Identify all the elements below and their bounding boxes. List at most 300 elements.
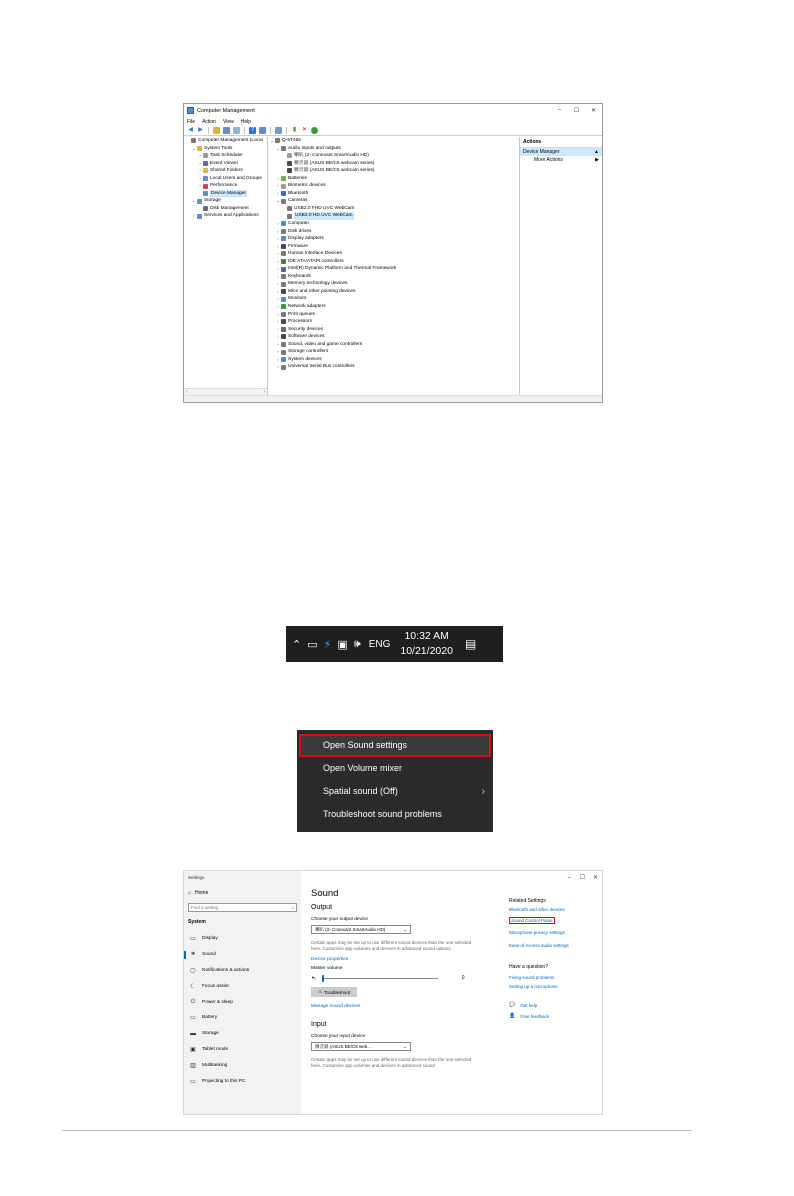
console-tree-label: Disk Management [210, 205, 249, 211]
chevron-down-icon: ⌄ [403, 926, 407, 932]
clock-date: 10/21/2020 [400, 645, 453, 657]
device-tree-item[interactable] [268, 258, 519, 266]
device-properties-link[interactable]: Device properties [311, 957, 349, 962]
collapsed-chevron-icon[interactable]: › [277, 258, 279, 264]
device-tree-label: Batteries [288, 175, 307, 181]
nav-item-label: Focus assist [202, 983, 229, 989]
device-category-icon [281, 289, 286, 294]
device-tree-item[interactable] [268, 280, 519, 288]
device-category-icon [281, 327, 286, 332]
console-tree-label: Local Users and Groups [210, 175, 262, 181]
device-tree-item[interactable] [268, 182, 519, 190]
nav-item-icon: ▭ [190, 1015, 196, 1022]
troubleshoot-button[interactable] [311, 987, 357, 997]
menu-spatial-sound[interactable] [297, 780, 493, 803]
volume-icon[interactable]: 🕪 [353, 637, 361, 650]
device-tree-label: Bluetooth [288, 190, 309, 196]
folder-icon[interactable] [213, 127, 220, 134]
battery-icon[interactable]: ▭ [307, 638, 318, 651]
expanded-chevron-icon[interactable]: ⌄ [276, 198, 280, 204]
device-category-icon [281, 199, 286, 204]
device-tree-item[interactable] [268, 295, 519, 303]
more-actions-label: More Actions [534, 157, 563, 163]
get-help-link[interactable] [509, 1002, 603, 1008]
clock-time: 10:32 AM [404, 630, 449, 642]
expanded-chevron-icon[interactable]: ⌄ [270, 138, 274, 143]
sidebar-item-power-sleep[interactable] [184, 994, 301, 1010]
settings-titlebar-right [301, 871, 602, 884]
device-tree-item[interactable] [268, 273, 519, 281]
nav-item-icon: ⏻ [190, 998, 196, 1005]
search-icon: ⌕ [291, 905, 294, 910]
chevron-right-icon: › [481, 786, 485, 797]
menu-file[interactable]: File [187, 118, 196, 125]
device-category-icon [287, 161, 292, 166]
close-button[interactable]: ✕ [592, 875, 599, 881]
input-device-label: Choose your input device [311, 1034, 366, 1039]
nav-item-icon: ▬ [190, 1030, 196, 1037]
device-category-icon [281, 282, 286, 287]
console-tree-label: Event Viewer [210, 160, 239, 166]
home-label: Home [195, 890, 209, 896]
uninstall-x-icon[interactable]: ✕ [301, 127, 308, 133]
menu-open-volume-mixer-label: Open Volume mixer [323, 763, 403, 773]
find-setting-search-input[interactable] [188, 903, 297, 912]
device-tree-label: IDE ATA/ATAPI controllers [288, 258, 344, 264]
properties-icon[interactable] [233, 127, 240, 134]
volume-track[interactable] [322, 978, 438, 979]
device-category-icon [281, 274, 286, 279]
output-note: Certain apps may be set up to use different sound devices than the one selected here. Customize app volumes and devices in advanced sound options. [311, 940, 472, 951]
get-help-label: Get help [520, 1002, 538, 1008]
nav-item-label: Projecting to this PC [202, 1078, 246, 1084]
device-category-icon [287, 168, 292, 173]
menu-troubleshoot-sound-label: Troubleshoot sound problems [323, 809, 442, 819]
device-tree-label: Intel(R) Dynamic Platform and Thermal Framework [288, 266, 397, 272]
collapsed-chevron-icon[interactable]: › [199, 183, 201, 189]
console-tree-label: Shared Folders [210, 168, 243, 174]
device-tree-item[interactable] [268, 235, 519, 243]
device-category-icon [281, 191, 286, 196]
horizontal-scrollbar[interactable] [184, 388, 267, 395]
console-tree-label: Storage [204, 198, 221, 204]
device-category-icon [203, 153, 208, 158]
device-category-icon [287, 214, 292, 219]
console-tree-item[interactable] [184, 175, 267, 183]
status-bar [184, 395, 602, 402]
expanded-chevron-icon[interactable]: ⌄ [192, 198, 196, 204]
toolbar-separator [208, 127, 209, 134]
settings-titlebar [184, 871, 301, 884]
sidebar-item-sound[interactable] [184, 947, 301, 963]
scan-hardware-icon[interactable] [259, 127, 266, 134]
app-tray-icon[interactable]: ⚡ [323, 638, 332, 651]
device-category-icon [287, 153, 292, 158]
page-footer-rule [62, 1130, 692, 1131]
output-heading: Output [311, 904, 333, 911]
chat-icon: 💬 [509, 1002, 516, 1008]
device-tree-label: Biometric devices [288, 183, 326, 189]
input-heading: Input [311, 1021, 327, 1028]
action-center-icon[interactable]: ▤ [464, 637, 477, 651]
collapsed-chevron-icon[interactable]: › [277, 326, 279, 332]
console-tree-label: Device Manager [211, 190, 246, 196]
close-button[interactable]: ✕ [590, 108, 597, 114]
device-tree-label: Human Interface Devices [288, 251, 342, 257]
menu-help[interactable]: Help [240, 118, 252, 125]
sidebar-item-projecting-to-this-pc[interactable] [184, 1073, 301, 1089]
device-tree-item[interactable] [268, 341, 519, 349]
console-tree [184, 137, 267, 220]
sound-control-panel-link[interactable]: Sound Control Panel [511, 918, 553, 923]
nav-item-icon: ▣ [190, 1046, 196, 1053]
device-tree-item[interactable] [268, 326, 519, 334]
device-tree-label: Security devices [288, 326, 323, 332]
enable-device-icon[interactable] [311, 127, 318, 134]
page-title: Sound [311, 888, 339, 899]
more-actions-item[interactable] [520, 156, 602, 164]
settings-window [183, 870, 603, 1115]
device-category-icon [281, 342, 286, 347]
microphone-privacy-link[interactable]: Microphone privacy settings [509, 930, 565, 935]
device-tree-item[interactable] [268, 145, 519, 153]
toolbar-separator [286, 127, 287, 134]
device-tree-label: Audio inputs and outputs [288, 145, 341, 151]
nav-item-label: Sound [202, 952, 216, 958]
collapsed-chevron-icon[interactable]: › [277, 266, 279, 272]
collapsed-chevron-icon[interactable]: › [277, 273, 279, 279]
device-category-icon [281, 244, 286, 249]
device-tree-item[interactable] [268, 197, 519, 205]
device-tree-item[interactable] [268, 311, 519, 319]
sidebar-item-storage[interactable] [184, 1026, 301, 1042]
collapsed-chevron-icon[interactable]: › [277, 311, 279, 317]
device-tree-item[interactable] [268, 363, 519, 371]
scroll-right-icon[interactable]: › [263, 389, 265, 395]
device-category-icon [281, 184, 286, 189]
device-category-icon [281, 267, 286, 272]
input-note: Certain apps may be set up to use different sound devices than the one selected here. Customize app volumes and devices in advanced sound [311, 1057, 472, 1068]
device-tree-label: 喇叭 (2- Conexant SmartAudio HD) [294, 153, 369, 159]
device-category-icon [203, 191, 208, 196]
console-tree-label: Performance [210, 183, 238, 189]
device-tree-item[interactable] [268, 175, 519, 183]
cm-window-title: Computer Management [197, 107, 255, 114]
nav-item-label: Storage [202, 1031, 219, 1037]
device-category-icon [197, 199, 202, 204]
maximize-button[interactable]: ☐ [579, 875, 586, 881]
device-tree-label: Display adapters [288, 236, 324, 242]
nav-item-label: Display [202, 936, 218, 942]
scroll-left-icon[interactable]: ‹ [186, 389, 188, 395]
console-tree-item[interactable] [184, 205, 267, 213]
device-category-icon [281, 312, 286, 317]
warning-icon: ⚠ [317, 989, 322, 994]
input-device-dropdown[interactable] [311, 1042, 411, 1051]
nav-item-label: Tablet mode [202, 1046, 229, 1052]
device-category-icon [281, 221, 286, 226]
device-tree [268, 137, 519, 371]
device-category-icon [203, 176, 208, 181]
volume-thumb[interactable] [322, 975, 324, 982]
nav-item-label: Power & sleep [202, 999, 233, 1005]
device-tree-item[interactable] [268, 220, 519, 228]
cm-toolbar [184, 126, 602, 136]
collapsed-chevron-icon[interactable]: › [277, 349, 279, 355]
cm-body [184, 137, 602, 395]
device-category-icon [275, 138, 280, 143]
device-tree-item[interactable] [268, 212, 519, 220]
collapsed-chevron-icon[interactable]: › [277, 221, 279, 227]
device-category-icon [281, 297, 286, 302]
nav-item-icon: ▭ [190, 1078, 196, 1085]
language-indicator[interactable]: ENG [368, 638, 391, 650]
device-tree-label: Mice and other pointing devices [288, 288, 356, 294]
setting-up-microphone-link[interactable]: Setting up a microphone [509, 984, 558, 989]
collapsed-chevron-icon[interactable]: › [277, 319, 279, 325]
sidebar-item-multitasking[interactable] [184, 1057, 301, 1073]
device-tree-label: Processors [288, 319, 312, 325]
device-category-icon [281, 251, 286, 256]
console-tree-label: Task Scheduler [210, 153, 243, 159]
device-tree-item[interactable] [268, 288, 519, 296]
console-tree-item[interactable] [184, 137, 267, 145]
device-tree-item[interactable] [268, 152, 519, 160]
console-tree-item[interactable] [184, 152, 267, 160]
expanded-chevron-icon[interactable]: ⌄ [192, 145, 196, 151]
console-tree-item[interactable] [184, 212, 267, 220]
minimize-button[interactable]: – [567, 874, 572, 881]
device-category-icon [281, 304, 286, 309]
device-tree-item[interactable] [268, 265, 519, 273]
collapsed-chevron-icon[interactable]: › [277, 228, 279, 234]
collapsed-chevron-icon[interactable]: › [199, 153, 201, 159]
collapsed-chevron-icon[interactable]: › [277, 288, 279, 294]
bluetooth-devices-link[interactable]: Bluetooth and other devices [509, 907, 565, 912]
device-category-icon [287, 206, 292, 211]
speaker-muted-icon[interactable]: 🕨ₓ [311, 975, 316, 981]
device-tree-item[interactable] [268, 250, 519, 258]
expanded-chevron-icon[interactable]: ⌄ [276, 145, 280, 151]
actions-device-manager-label: Device Manager [523, 149, 560, 155]
device-category-icon [281, 365, 286, 370]
console-tree-icon[interactable] [223, 127, 230, 134]
forward-arrow-icon[interactable]: ▶ [198, 127, 203, 133]
menu-action[interactable]: Action [202, 118, 216, 125]
console-tree-item[interactable] [184, 167, 267, 175]
console-tree-pane [184, 137, 268, 395]
console-tree-label: System Tools [204, 145, 233, 151]
nav-item-label: Multitasking [202, 1062, 228, 1068]
collapsed-chevron-icon[interactable]: › [277, 175, 279, 181]
collapsed-chevron-icon[interactable]: › [277, 356, 279, 362]
computer-management-icon [187, 107, 194, 114]
device-tree-label: System devices [288, 356, 322, 362]
device-tree-label: Sound, video and game controllers [288, 341, 363, 347]
nav-item-icon: ☾ [190, 983, 196, 990]
device-tree-label: USB2.0 HD UVC WebCam [295, 213, 353, 219]
actions-pane [520, 137, 602, 395]
device-tree-item[interactable] [268, 243, 519, 251]
console-tree-item[interactable] [184, 197, 267, 205]
output-device-value: 喇叭 (2- Conexant SmartAudio HD) [315, 926, 386, 932]
network-icon[interactable]: ▣ [337, 638, 348, 651]
device-category-icon [281, 146, 286, 151]
system-clock[interactable] [400, 629, 453, 659]
collapsed-chevron-icon[interactable]: › [277, 364, 279, 370]
device-category-icon [281, 357, 286, 362]
vertical-scrollbar[interactable] [602, 893, 603, 1033]
give-feedback-label: Give feedback [520, 1013, 550, 1019]
collapsed-chevron-icon[interactable]: › [199, 168, 201, 174]
sound-context-menu [297, 730, 493, 832]
device-tree-label: Cameras [288, 198, 308, 204]
collapsed-chevron-icon[interactable]: › [193, 213, 195, 219]
computer-management-window [183, 103, 603, 403]
help-icon[interactable]: ? [250, 127, 255, 133]
sidebar-item-notifications-actions[interactable] [184, 963, 301, 979]
minimize-button[interactable]: – [557, 107, 562, 113]
device-tree-item[interactable] [268, 167, 519, 175]
device-category-icon [281, 259, 286, 264]
sidebar-home[interactable] [184, 888, 301, 898]
nav-item-icon: ▥ [190, 1062, 196, 1069]
device-tree-label: USB2.0 FHD UVC WebCam [294, 205, 355, 211]
device-category-icon [281, 350, 286, 355]
device-tree-label: 擴音器 (ASUS BE/C6 webcam series) [294, 168, 375, 174]
device-tree-label: Firmware [288, 243, 308, 249]
device-tree-label: Network adapters [288, 304, 326, 310]
input-device-value: 擴音器 (ASUS BE/C6 web... [315, 1043, 372, 1049]
device-tree-label: Computer [288, 221, 310, 227]
search-placeholder: Find a setting [191, 905, 219, 910]
master-volume-slider[interactable] [311, 975, 491, 981]
device-tree-item[interactable] [268, 228, 519, 236]
device-category-icon [197, 214, 202, 219]
settings-window-title: Settings [188, 875, 205, 880]
collapsed-chevron-icon[interactable]: › [199, 175, 201, 181]
device-tree-item[interactable] [268, 333, 519, 341]
collapsed-chevron-icon[interactable]: › [277, 334, 279, 340]
taskbar-tray [286, 626, 503, 662]
device-tree-item[interactable] [268, 356, 519, 364]
device-category-icon [281, 176, 286, 181]
sound-settings-main [311, 884, 491, 1114]
update-driver-icon[interactable]: ▮ [292, 127, 297, 133]
device-tree-item[interactable] [268, 190, 519, 198]
device-tree-label: Disk drives [288, 228, 312, 234]
monitor-icon[interactable] [275, 127, 282, 134]
fixing-sound-link[interactable]: Fixing sound problems [509, 975, 555, 980]
actions-device-manager[interactable] [520, 148, 602, 156]
cm-titlebar [184, 104, 602, 117]
chevron-down-icon: ⌄ [403, 1043, 407, 1049]
cm-menubar [184, 117, 602, 126]
menu-troubleshoot-sound[interactable] [297, 803, 493, 826]
device-category-icon [281, 319, 286, 324]
feedback-icon: 👤 [509, 1013, 516, 1019]
collapsed-chevron-icon[interactable]: › [277, 183, 279, 189]
nav-item-label: Battery [202, 1015, 218, 1021]
show-hidden-icons-chevron-icon[interactable]: ⌃ [292, 638, 302, 651]
sidebar-item-battery[interactable] [184, 1010, 301, 1026]
give-feedback-link[interactable] [509, 1013, 603, 1019]
device-category-icon [203, 184, 208, 189]
output-device-label: Choose your output device [311, 917, 369, 922]
console-tree-label: Computer Management (Local [198, 138, 263, 143]
submenu-arrow-icon: ▶ [595, 157, 599, 163]
collapsed-chevron-icon[interactable]: › [277, 304, 279, 310]
device-tree-label: Memory technology devices [288, 281, 348, 287]
nav-item-icon: ▢ [190, 967, 196, 974]
manage-sound-devices-link[interactable]: Manage sound devices [311, 1004, 361, 1009]
collapsed-chevron-icon[interactable]: › [277, 251, 279, 257]
output-device-dropdown[interactable] [311, 925, 411, 934]
menu-spatial-sound-label: Spatial sound (Off) [323, 786, 398, 796]
collapsed-chevron-icon[interactable]: › [277, 190, 279, 196]
sidebar-item-focus-assist[interactable] [184, 978, 301, 994]
console-tree-item[interactable] [184, 182, 267, 190]
device-tree-label: Q-5T465 [282, 138, 301, 143]
menu-open-sound-settings-label: Open Sound settings [323, 740, 408, 750]
device-category-icon [197, 146, 202, 151]
device-tree-item[interactable] [268, 160, 519, 168]
device-tree-pane [268, 137, 520, 395]
back-arrow-icon[interactable]: ◀ [188, 127, 193, 133]
device-tree-label: Print queues [288, 311, 315, 317]
settings-nav [184, 931, 301, 1089]
device-tree-item[interactable] [268, 205, 519, 213]
menu-open-volume-mixer[interactable] [297, 757, 493, 780]
device-tree-item[interactable] [268, 137, 519, 145]
device-category-icon [281, 229, 286, 234]
collapse-arrow-icon[interactable]: ▲ [594, 149, 599, 155]
sidebar-item-tablet-mode[interactable] [184, 1042, 301, 1058]
device-tree-item[interactable] [268, 303, 519, 311]
console-tree-item[interactable] [184, 145, 267, 153]
settings-sidebar [184, 871, 301, 1114]
device-tree-label: Monitors [288, 296, 307, 302]
home-icon: ⌂ [188, 890, 192, 896]
device-category-icon [281, 236, 286, 241]
device-tree-item[interactable] [268, 348, 519, 356]
collapsed-chevron-icon[interactable]: › [277, 296, 279, 302]
collapsed-chevron-icon[interactable]: › [277, 281, 279, 287]
ease-of-access-audio-link[interactable]: Ease of Access audio settings [509, 943, 569, 948]
section-title: System [188, 919, 206, 925]
menu-open-sound-settings[interactable] [299, 734, 491, 757]
console-tree-item[interactable] [184, 160, 267, 168]
console-tree-item[interactable] [184, 190, 267, 198]
menu-view[interactable]: View [222, 118, 234, 125]
collapsed-chevron-icon[interactable]: › [277, 341, 279, 347]
maximize-button[interactable]: ☐ [573, 108, 580, 114]
console-tree-label: Services and Applications [204, 213, 259, 219]
volume-value: 0 [461, 975, 465, 981]
sidebar-item-display[interactable] [184, 931, 301, 947]
related-settings-heading: Related Settings [509, 898, 546, 904]
device-tree-item[interactable] [268, 318, 519, 326]
collapsed-chevron-icon[interactable]: › [277, 236, 279, 242]
device-category-icon [203, 161, 208, 166]
device-tree-label: Storage controllers [288, 349, 329, 355]
toolbar-separator [270, 127, 271, 134]
collapsed-chevron-icon[interactable]: › [199, 160, 201, 166]
collapsed-chevron-icon[interactable]: › [277, 243, 279, 249]
nav-item-icon: 🕪 [191, 951, 195, 958]
device-tree-label: Universal Serial Bus controllers [288, 364, 355, 370]
toolbar-separator [244, 127, 245, 134]
